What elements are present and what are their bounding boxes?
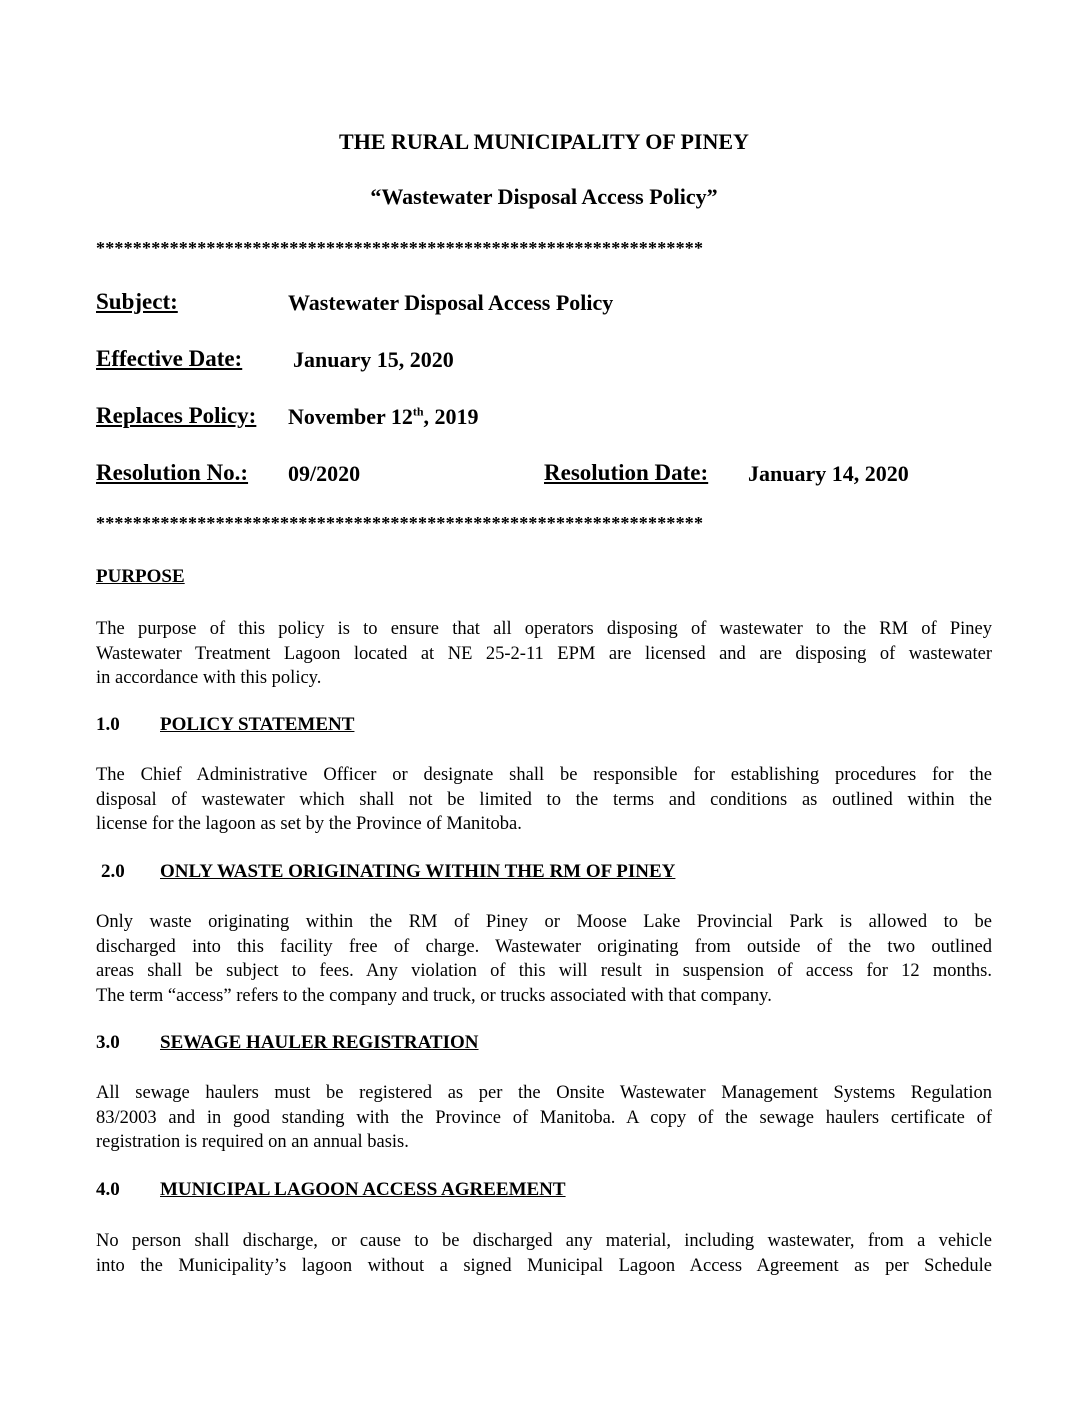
replaces-policy-label: Replaces Policy: <box>96 403 257 428</box>
replaces-policy-value: November 12th, 2019 <box>288 404 479 429</box>
resolution-no-label: Resolution No.: <box>96 460 249 485</box>
section-1-paragraph <box>96 763 992 837</box>
separator-bottom: ****************************************************************** <box>96 513 704 533</box>
section-number: 1.0 <box>96 714 120 735</box>
section-2-paragraph <box>96 910 992 1008</box>
separator-top: ****************************************************************** <box>96 238 704 258</box>
paragraph-line: Wastewater Treatment Lagoon located at NE 25-2-11 EPM are licensed and are disposing of wastewater <box>96 643 992 664</box>
paragraph-line: The Chief Administrative Officer or designate shall be responsible for establishing procedures for the <box>96 765 992 785</box>
section-title: SEWAGE HAULER REGISTRATION <box>160 1032 479 1053</box>
policy-title: “Wastewater Disposal Access Policy” <box>370 184 718 209</box>
section-title: POLICY STATEMENT <box>160 714 355 735</box>
paragraph-line: registration is required on an annual basis. <box>96 1132 409 1152</box>
section-number: 4.0 <box>96 1179 120 1200</box>
paragraph-line: The term “access” refers to the company and truck, or trucks associated with that company. <box>96 985 772 1006</box>
purpose-paragraph <box>96 617 992 691</box>
paragraph-line: All sewage haulers must be registered as per the Onsite Wastewater Management Systems Regulation <box>96 1083 992 1103</box>
paragraph-line: license for the lagoon as set by the Province of Manitoba. <box>96 814 522 834</box>
paragraph-line: 83/2003 and in good standing with the Province of Manitoba. A copy of the sewage haulers certificate of <box>96 1107 992 1128</box>
resolution-date-label: Resolution Date: <box>544 460 709 485</box>
section-title: ONLY WASTE ORIGINATING WITHIN THE RM OF PINEY <box>160 861 676 882</box>
paragraph-line: disposal of wastewater which shall not be limited to the terms and conditions as outlined within the <box>96 789 992 810</box>
subject-label: Subject: <box>96 289 178 314</box>
resolution-no-value: 09/2020 <box>288 461 361 486</box>
effective-date-value: January 15, 2020 <box>293 347 454 372</box>
paragraph-line: discharged into this facility free of charge. Wastewater originating from outside of the two outlined <box>96 936 992 957</box>
section-title: MUNICIPAL LAGOON ACCESS AGREEMENT <box>160 1179 566 1200</box>
org-title: THE RURAL MUNICIPALITY OF PINEY <box>339 129 749 154</box>
resolution-date-value: January 14, 2020 <box>748 461 909 486</box>
paragraph-line: in accordance with this policy. <box>96 668 322 688</box>
section-1-heading <box>96 714 354 736</box>
paragraph-line: The purpose of this policy is to ensure that all operators disposing of wastewater to the RM of Piney <box>96 619 992 639</box>
subject-value: Wastewater Disposal Access Policy <box>288 290 614 315</box>
section-number: 2.0 <box>101 861 125 882</box>
section-number: 3.0 <box>96 1032 120 1053</box>
paragraph-line: Only waste originating within the RM of Piney or Moose Lake Provincial Park is allowed to be <box>96 912 992 932</box>
section-2-heading <box>101 861 675 883</box>
paragraph-line: areas shall be subject to fees. Any violation of this will result in suspension of access for 12 months. <box>96 961 992 981</box>
purpose-heading: PURPOSE <box>96 566 185 587</box>
paragraph-line: into the Municipality’s lagoon without a signed Municipal Lagoon Access Agreement as per Schedule <box>96 1255 992 1276</box>
section-4-heading <box>96 1179 566 1201</box>
effective-date-label: Effective Date: <box>96 346 243 371</box>
paragraph-line: No person shall discharge, or cause to be discharged any material, including wastewater, from a vehicle <box>96 1231 992 1251</box>
section-3-heading <box>96 1032 479 1054</box>
section-3-paragraph <box>96 1081 992 1155</box>
section-4-paragraph <box>96 1229 992 1278</box>
